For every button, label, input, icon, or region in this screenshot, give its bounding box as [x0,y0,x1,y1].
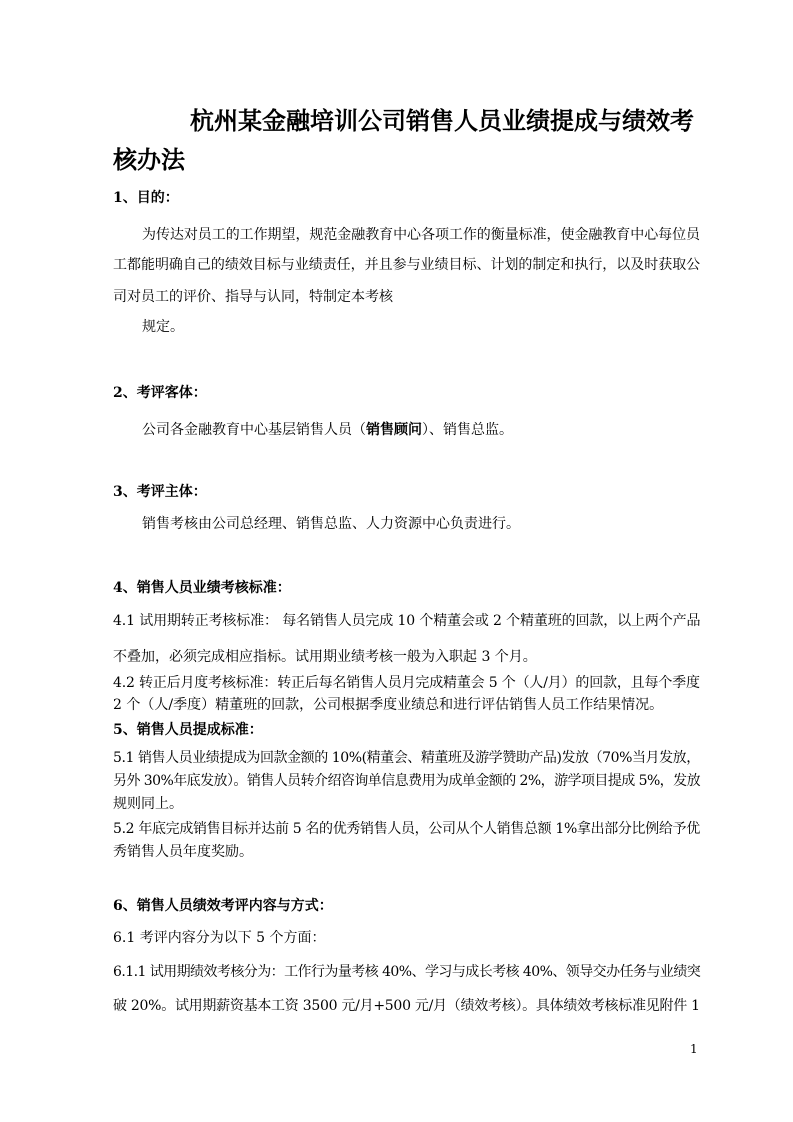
paragraph-line: 工都能明确自己的绩效目标与业绩责任，并且参与业绩目标、计划的制定和执行，以及时获取公 [113,257,701,273]
document-title-line2: 核办法 [113,145,185,174]
section-1-heading: 1、目的： [113,190,179,206]
paragraph-line: 5.1 销售人员业绩提成为回款金额的 10%(精董会、精董班及游学赞助产品)发放（70%当月发放， [113,750,700,766]
paragraph-line: 2 个（人/季度）精董班的回款，公司根据季度业绩总和进行评估销售人员工作结果情况。 [113,697,664,713]
section-2-heading: 2、考评客体： [113,385,207,401]
text: ）、销售总监。 [422,422,513,438]
paragraph-line: 另外 30%年底发放）。销售人员转介绍咨询单信息费用为成单金额的 2%，游学项目提成 5%，发放 [113,773,701,789]
section-6-heading: 6、销售人员绩效考评内容与方式： [113,898,333,914]
section-5-heading: 5、销售人员提成标准： [113,722,263,738]
bold-text: 销售顾问 [366,422,422,438]
paragraph-line: 销售考核由公司总经理、销售总监、人力资源中心负责进行。 [142,516,520,532]
document-title-line1: 杭州某金融培训公司销售人员业绩提成与绩效考 [190,106,694,135]
paragraph-line: 6.1 考评内容分为以下 5 个方面： [113,930,326,946]
paragraph-line: 规定。 [142,319,184,335]
paragraph-line: 4.2 转正后月度考核标准：转正后每名销售人员月完成精董会 5 个（人/月）的回款，且每个季度 [113,675,700,691]
section-3-heading: 3、考评主体： [113,484,207,500]
paragraph-line: 为传达对员工的工作期望，规范金融教育中心各项工作的衡量标准，使金融教育中心每位员 [142,227,700,243]
paragraph-line: 4.1 试用期转正考核标准： 每名销售人员完成 10 个精董会或 2 个精董班的回款，以上两个产品 [113,613,701,629]
section-4-heading: 4、销售人员业绩考核标准： [113,580,291,596]
paragraph-line: 司对员工的评价、指导与认同，特制定本考核 [113,289,393,305]
paragraph-line: 5.2 年底完成销售目标并达前 5 名的优秀销售人员，公司从个人销售总额 1%拿出部分比例给予优 [113,821,700,837]
page-number: 1 [690,1042,698,1056]
text: 公司各金融教育中心基层销售人员（ [142,422,366,438]
paragraph-line: 破 20%。试用期薪资基本工资 3500 元/月+500 元/月（绩效考核）。具体绩效考核标准见附件 1 [113,998,700,1014]
paragraph-line: 规则同上。 [113,796,183,812]
paragraph-line: 6.1.1 试用期绩效考核分为：工作行为量考核 40%、学习与成长考核 40%、领导交办任务与业绩突 [113,964,701,980]
paragraph-line [142,421,513,439]
paragraph-line: 秀销售人员年度奖励。 [113,844,253,860]
paragraph-line: 不叠加，必须完成相应指标。试用期业绩考核一般为入职起 3 个月。 [113,649,537,665]
